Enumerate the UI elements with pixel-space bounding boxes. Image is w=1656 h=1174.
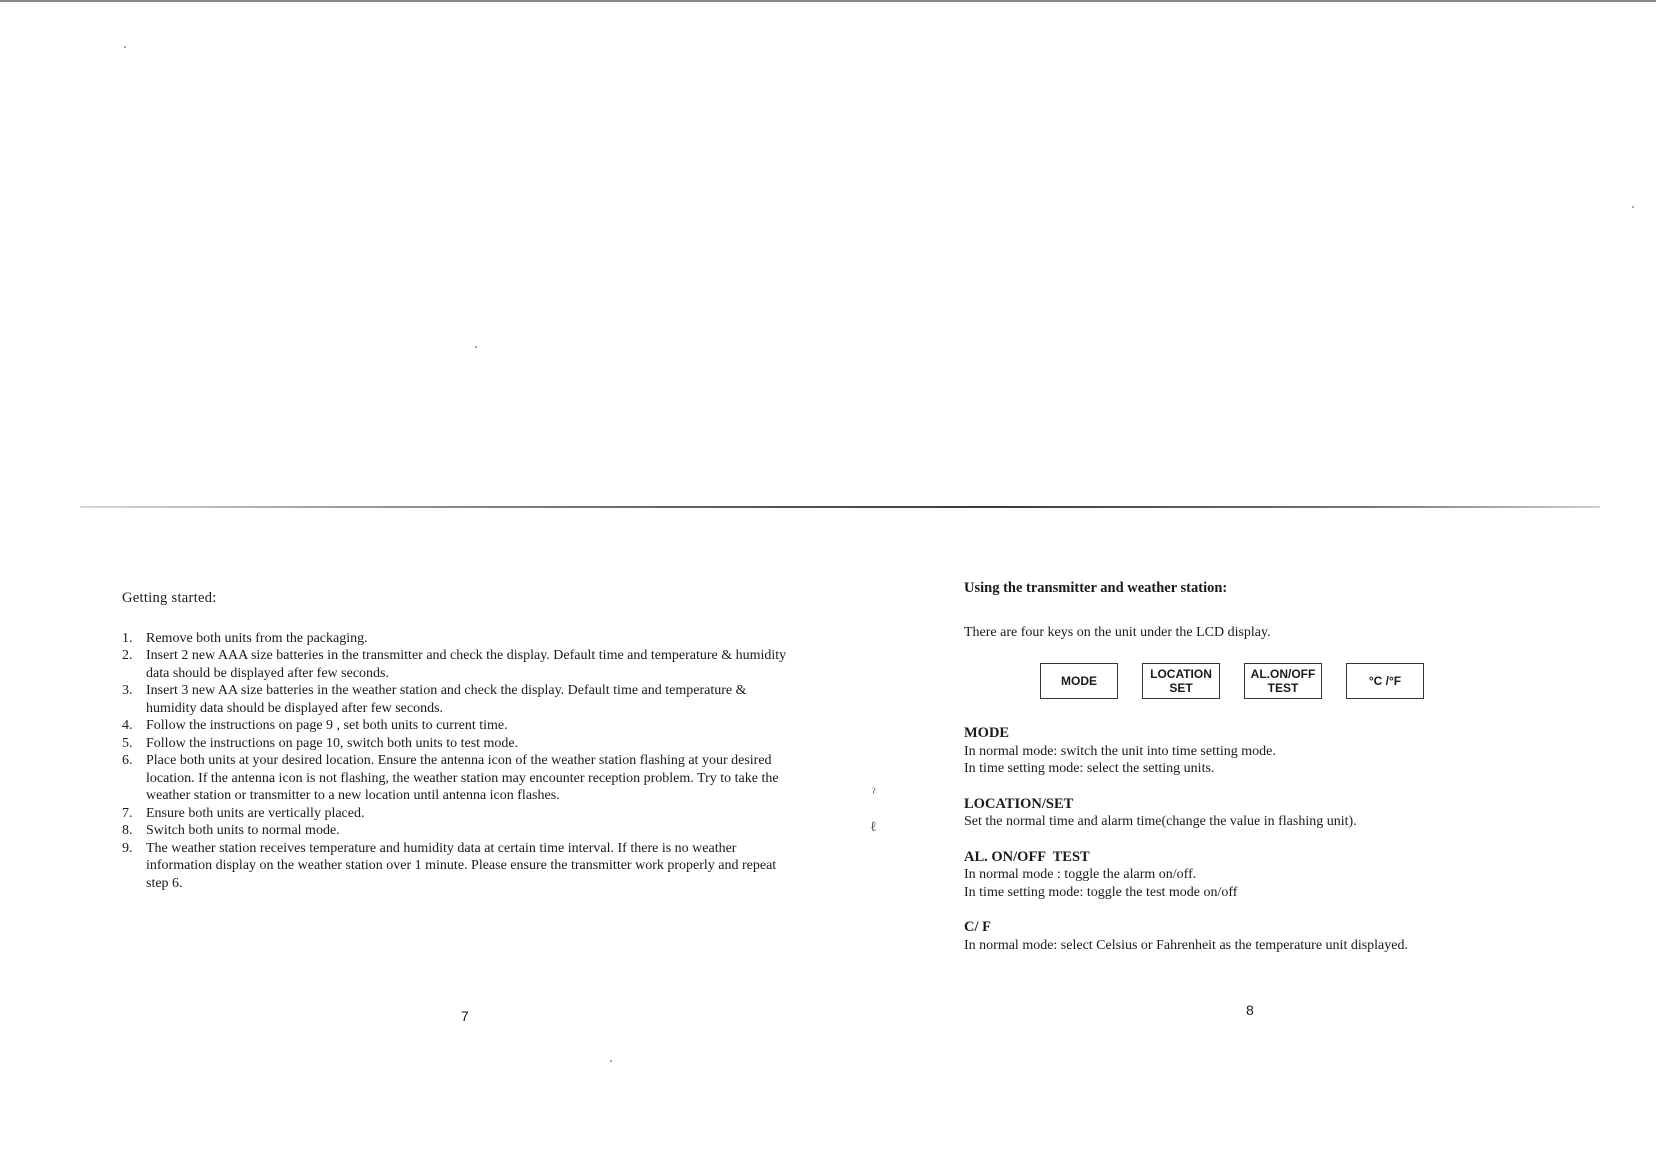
scan-speck bbox=[124, 46, 126, 48]
celsius-fahrenheit-key: °C /°F bbox=[1346, 663, 1424, 699]
alarm-test-section: AL. ON/OFF TEST In normal mode : toggle the alarm on/off. In time setting mode: toggle the test mode on/off bbox=[964, 848, 1238, 900]
scan-speck bbox=[475, 346, 477, 348]
margin-mark: ℓ bbox=[870, 820, 877, 835]
list-item: 3. Insert 3 new AA size batteries in the weather station and check the display. Default time and temperature & humidity data should be displayed after few seconds. bbox=[122, 683, 747, 716]
margin-mark: ˀ bbox=[872, 786, 876, 801]
list-item: 6. Place both units at your desired location. Ensure the antenna icon of the weather station flashing at your desired location. If the antenna icon is not flashing, the weather station may encounter reception problem. Try to take the weather station or transmitter to a new location until antenna icon flashes. bbox=[122, 753, 779, 803]
location-set-section: LOCATION/SET Set the normal time and alarm time(change the value in flashing unit). bbox=[964, 795, 1357, 829]
list-item: 8. Switch both units to normal mode. bbox=[122, 823, 340, 838]
using-transmitter-heading: Using the transmitter and weather station: bbox=[964, 580, 1228, 596]
list-item: 5. Follow the instructions on page 10, switch both units to test mode. bbox=[122, 735, 519, 751]
list-item: 9. The weather station receives temperature and humidity data at certain time interval. If there is no weather information display on the weather station over 1 minute. Please ensure the transmitter work properly and repeat step 6. bbox=[122, 840, 777, 891]
getting-started-heading: Getting started: bbox=[122, 590, 217, 606]
page-fold-line bbox=[80, 506, 1600, 508]
list-item: 4. Follow the instructions on page 9 , set both units to current time. bbox=[122, 718, 508, 733]
steps-list bbox=[122, 630, 792, 893]
key-diagram bbox=[1040, 663, 1504, 699]
mode-key: MODE bbox=[1040, 663, 1118, 699]
scan-speck bbox=[610, 1060, 612, 1062]
scan-speck bbox=[1632, 206, 1634, 208]
top-edge-line bbox=[0, 0, 1656, 2]
celsius-fahrenheit-section: C/ F In normal mode: select Celsius or Fahrenheit as the temperature unit displayed. bbox=[964, 919, 1408, 953]
page-number-right: 8 bbox=[1246, 1002, 1254, 1018]
alarm-test-key: AL.ON/OFF TEST bbox=[1244, 663, 1322, 699]
keys-intro: There are four keys on the unit under the LCD display. bbox=[964, 624, 1271, 640]
left-page bbox=[122, 590, 792, 892]
right-page bbox=[964, 580, 1504, 972]
list-item: 1. Remove both units from the packaging. bbox=[122, 630, 368, 646]
page-number-left: 7 bbox=[461, 1008, 469, 1024]
location-set-key: LOCATION SET bbox=[1142, 663, 1220, 699]
list-item: 2. Insert 2 new AAA size batteries in the transmitter and check the display. Default time and temperature & humidity data should be displayed after few seconds. bbox=[122, 648, 787, 681]
list-item: 7. Ensure both units are vertically placed. bbox=[122, 805, 365, 821]
mode-section: MODE In normal mode: switch the unit into time setting mode. In time setting mode: select the setting units. bbox=[964, 725, 1276, 776]
